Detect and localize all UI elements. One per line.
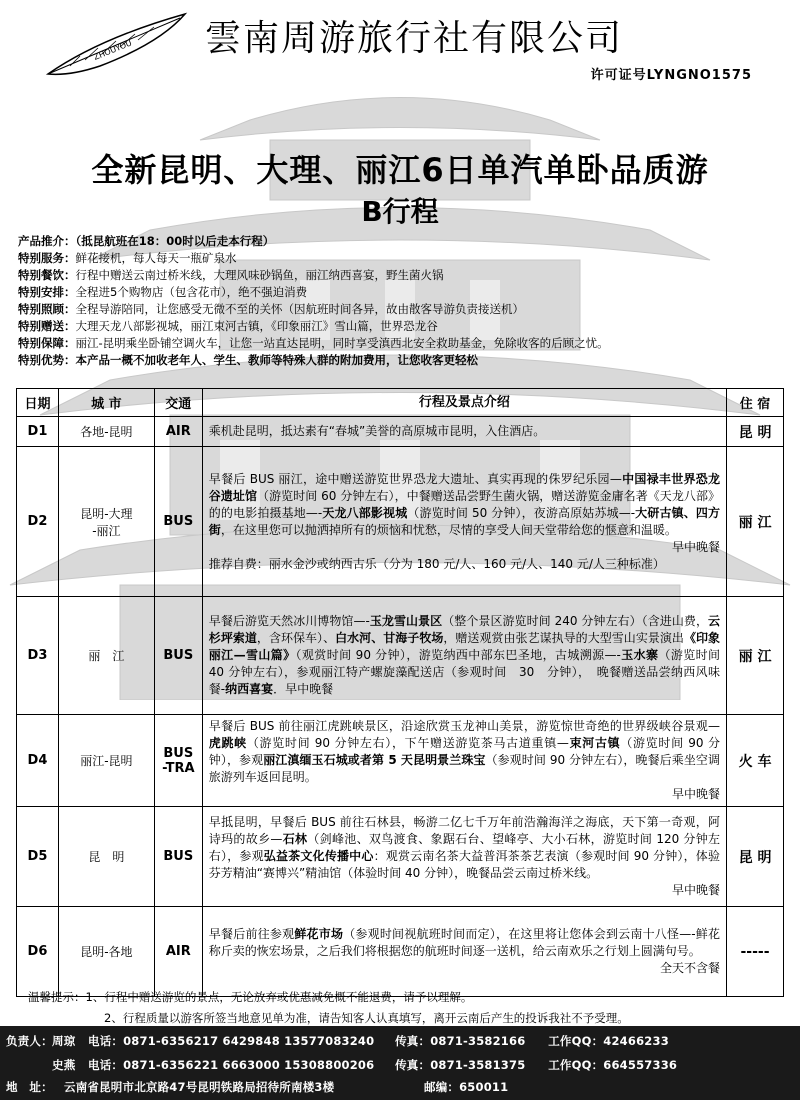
- description-text: （游览时间 60 分钟左右），中餐赠送品尝野生菌火锅，赠送游览金庸名著《天龙八部》的的电影拍摄基地—-: [208, 488, 721, 520]
- highlight-attraction: 大研古镇、四方街: [208, 505, 721, 537]
- contact-fax: 0871-3582166: [430, 1034, 526, 1048]
- description-text: （游览时间 40 分钟左右），参观丽江特产螺旋藻配送店（参观时间 30 分钟）， 晚餐赠送品尝纳西风味餐-: [208, 648, 721, 696]
- feature-text: 大理天龙八部影视城，丽江束河古镇，《印象丽江》雪山篇，世界恐龙谷: [75, 319, 438, 333]
- description-text: 早抵昆明，早餐后 BUS 前往石林县，畅游二亿七千万年前浩瀚海洋之海底，天下第一奇观，阿诗玛的故乡—: [208, 815, 721, 846]
- description-text: ，在这里您可以抛洒掉所有的烦恼和忧愁，尽情的享受人间天堂带给您的惬意和温暖。: [220, 522, 677, 537]
- fax-label: 传真：: [395, 1034, 431, 1048]
- transport-cell: AIR: [154, 417, 202, 447]
- meal-info: 早中晚餐: [672, 787, 721, 801]
- contact-name: 周琼: [52, 1034, 76, 1048]
- highlight-attraction: 虎跳峡: [208, 736, 247, 750]
- itinerary-row: [17, 715, 784, 807]
- feature-item: [18, 318, 790, 335]
- feature-item: [18, 233, 790, 250]
- highlight-attraction: 玉水寨: [620, 648, 659, 662]
- city-cell: 昆 明: [58, 807, 154, 907]
- feature-item: [18, 284, 790, 301]
- highlight-attraction: 鲜花市场: [294, 927, 344, 941]
- address-label: 地 址：: [6, 1080, 53, 1094]
- city-cell: 昆明-大理 -丽江: [58, 447, 154, 597]
- description-cell: [202, 715, 726, 807]
- feature-text: 鲜花接机，每人每天一瓶矿泉水: [75, 251, 237, 265]
- highlight-attraction: 纳西喜宴: [225, 682, 274, 696]
- highlight-attraction: 《印象丽江—雪山篇》: [208, 631, 720, 662]
- feature-label: 特别保障：: [18, 336, 76, 350]
- feature-label: 产品推介：: [18, 234, 76, 248]
- license-number: 许可证号LYNGNO1575: [590, 68, 752, 83]
- feature-item: [18, 267, 790, 284]
- postcode: 650011: [459, 1080, 509, 1094]
- highlight-attraction: 石林: [282, 832, 308, 846]
- feature-item: [18, 301, 790, 318]
- description-text: （参观时间 90 分钟左右），晚餐后乘坐空调旅游列车返回昆明。: [208, 753, 721, 784]
- city-cell: 丽 江: [58, 597, 154, 715]
- feature-item: [18, 335, 790, 352]
- highlight-attraction: 丽江滇缅玉石城或者第 5 天昆明景兰珠宝: [263, 753, 486, 767]
- accommodation-cell: 昆 明: [727, 807, 784, 907]
- feature-label: 特别优势：: [18, 353, 76, 367]
- header: [0, 0, 800, 83]
- description-text: 早餐后 BUS 丽江，途中赠送游览世界恐龙大遗址、真实再现的侏罗纪乐园—: [208, 471, 622, 486]
- description-text: 早餐后游览天然冰川博物馆—-: [208, 614, 370, 628]
- description-text: （剑峰池、双鸟渡食、象踞石台、望峰亭、大小石林，游览时间 120 分钟左右），参观: [208, 832, 721, 863]
- highlight-attraction: 弘益茶文化传播中心: [263, 849, 374, 863]
- tip-item: 2、行程质量以游客所签当地意见单为准，请告知客人认真填写，离开云南后产生的投诉我社不予受理。: [104, 1011, 629, 1025]
- footer-contact-bar: [0, 1026, 800, 1100]
- description-text: 早餐后 BUS 前往丽江虎跳峡景区，沿途欣赏玉龙神山美景，游览惊世奇绝的世界级峡谷景观—: [208, 719, 721, 733]
- feature-text: 丽江-昆明乘坐卧铺空调火车，让您一站直达昆明，同时享受滇西北安全救助基金，免除收客的后顾之忧。: [75, 336, 609, 350]
- highlight-attraction: 白水河、甘海子牧场: [335, 631, 444, 645]
- meal-info: 全天不含餐: [660, 961, 721, 975]
- meal-info: 早中晚餐: [672, 883, 721, 897]
- day-cell: D2: [17, 447, 59, 597]
- table-header-row: [17, 389, 784, 417]
- accommodation-cell: -----: [727, 907, 784, 997]
- feature-item: [18, 352, 790, 369]
- description-cell: [202, 807, 726, 907]
- meal-info: 早中晚餐: [672, 539, 721, 554]
- header-transport: 交通: [154, 389, 202, 417]
- feature-text: （抵昆航班在18：00时以后走本行程）: [75, 234, 275, 248]
- description-text: （游览时间 50 分钟），夜游高原姑苏城—-: [407, 505, 636, 520]
- address: 云南省昆明市北京路47号昆明铁路局招待所南楼3楼: [64, 1080, 335, 1094]
- accommodation-cell: 昆 明: [727, 417, 784, 447]
- feature-text: 全程进5个购物店（包含花市），绝不强迫消费: [75, 285, 308, 299]
- tips-prefix: 温馨提示：: [28, 990, 86, 1004]
- transport-cell: AIR: [154, 907, 202, 997]
- highlight-attraction: 中国禄丰世界恐龙谷遗址馆: [208, 471, 721, 503]
- description-cell: [202, 597, 726, 715]
- highlight-attraction: 玉龙雪山景区: [369, 614, 443, 628]
- itinerary-row: [17, 417, 784, 447]
- feature-label: 特别餐饮：: [18, 268, 76, 282]
- tour-subtitle: B行程: [361, 195, 439, 228]
- contact-qq: 42466233: [603, 1034, 669, 1048]
- transport-cell: BUS: [154, 597, 202, 715]
- header-day: 日期: [17, 389, 59, 417]
- description-text: 早餐后前往参观: [208, 927, 295, 941]
- feature-label: 特别服务：: [18, 251, 76, 265]
- tips: [28, 987, 629, 1029]
- highlight-attraction: 云杉坪索道: [208, 614, 721, 645]
- itinerary-row: [17, 447, 784, 597]
- feature-text: 本产品一概不加收老年人、学生、教师等特殊人群的附加费用，让您收客更轻松: [75, 353, 478, 367]
- contact-fax: 0871-3581375: [430, 1058, 526, 1072]
- header-accommodation: 住 宿: [727, 389, 784, 417]
- header-city: 城 市: [58, 389, 154, 417]
- day-cell: D1: [17, 417, 59, 447]
- header-description: 行程及景点介绍: [202, 389, 726, 417]
- city-cell: 各地-昆明: [58, 417, 154, 447]
- qq-label: 工作QQ：: [548, 1058, 604, 1072]
- itinerary-row: [17, 807, 784, 907]
- tour-title: 全新昆明、大理、丽江6日单汽单卧品质游: [91, 151, 709, 189]
- description-text: （参观时间视航班时间而定），在这里将让您体会到云南十八怪—-鲜花称斤卖的恢宏场景，之后我们将根据您的航班时间逐一送机，给云南欢乐之行划上圆满句号。: [208, 927, 721, 958]
- contact-role: 负责人：: [6, 1034, 53, 1048]
- description-text: （游览时间 90 分钟左右），下午赠送游览茶马古道重镇—: [246, 736, 569, 750]
- transport-cell: BUS: [154, 807, 202, 907]
- qq-label: 工作QQ：: [548, 1034, 604, 1048]
- day-cell: D5: [17, 807, 59, 907]
- address-row: [6, 1079, 508, 1095]
- tip-line-1: [28, 987, 629, 1008]
- contact-tel: 0871-6356217 6429848 13577083240: [123, 1034, 375, 1048]
- highlight-attraction: 天龙八部影视城: [322, 505, 408, 520]
- transport-cell: BUS: [154, 447, 202, 597]
- optional-extra: 推荐自费：丽水金沙或纳西古乐（分为 180 元/人、160 元/人、140 元/人三种标准）: [208, 556, 665, 571]
- tel-label: 电话：: [88, 1034, 124, 1048]
- day-cell: D4: [17, 715, 59, 807]
- feature-label: 特别照顾：: [18, 302, 76, 316]
- accommodation-cell: 丽 江: [727, 447, 784, 597]
- itinerary-row: [17, 907, 784, 997]
- description-text: （游览时间 90 分钟），参观: [208, 736, 721, 767]
- day-cell: D6: [17, 907, 59, 997]
- feature-list: [18, 233, 790, 369]
- description-cell: [202, 417, 726, 447]
- feature-item: [18, 250, 790, 267]
- itinerary-row: [17, 597, 784, 715]
- description-cell: [202, 907, 726, 997]
- contact-tel: 0871-6356221 6663000 15308800206: [123, 1058, 375, 1072]
- description-cell: [202, 447, 726, 597]
- highlight-attraction: 束河古镇: [568, 736, 621, 750]
- postcode-label: 邮编：: [424, 1080, 460, 1094]
- contact-name: 史燕: [52, 1058, 76, 1072]
- feature-text: 全程导游陪同，让您感受无微不至的关怀（因航班时间各异，故由散客导游负责接送机）: [75, 302, 524, 316]
- city-cell: 丽江-昆明: [58, 715, 154, 807]
- description-text: （观赏时间 90 分钟），游览纳西中部东巴圣地，古城溯源—-: [295, 648, 621, 662]
- fax-label: 传真：: [395, 1058, 431, 1072]
- description-text: 乘机赴昆明，抵达素有“春城”美誉的高原城市昆明，入住酒店。: [208, 424, 546, 438]
- contact-qq: 664557336: [603, 1058, 678, 1072]
- city-cell: 昆明-各地: [58, 907, 154, 997]
- feather-logo-icon: [40, 8, 190, 80]
- tip-item: 1、行程中赠送游览的景点，无论放弃或优惠减免概不能退费，请予以理解。: [85, 990, 473, 1004]
- feature-label: 特别赠送：: [18, 319, 76, 333]
- day-cell: D3: [17, 597, 59, 715]
- feature-text: 行程中赠送云南过桥米线，大理风味砂锅鱼，丽江纳西喜宴，野生菌火锅: [75, 268, 444, 282]
- accommodation-cell: 丽 江: [727, 597, 784, 715]
- description-text: （整个景区游览时间 240 分钟左右）（含进山费，: [442, 614, 708, 628]
- transport-cell: BUS -TRA: [154, 715, 202, 807]
- description-text: ，赠送观赏由张艺谋执导的大型雪山实景演出: [443, 631, 684, 645]
- svg-text:ZHOUYOU: ZHOUYOU: [92, 38, 134, 62]
- contact-row-1: [6, 1033, 669, 1049]
- description-text: ．早中晚餐: [273, 682, 334, 696]
- contact-row-2: [6, 1057, 677, 1073]
- description-text: ：观赏云南名茶大益普洱茶茶艺表演（参观时间 90 分钟），体验芬芳精油“赛博兴”精油馆（体验时间 40 分钟），晚餐品尝云南过桥米线。: [208, 849, 721, 880]
- itinerary-table: [16, 388, 784, 997]
- description-text: ，含环保车）、: [256, 631, 336, 645]
- tel-label: 电话：: [88, 1058, 124, 1072]
- feature-label: 特别安排：: [18, 285, 76, 299]
- company-name: 雲南周游旅行社有限公司: [205, 18, 624, 59]
- accommodation-cell: 火 车: [727, 715, 784, 807]
